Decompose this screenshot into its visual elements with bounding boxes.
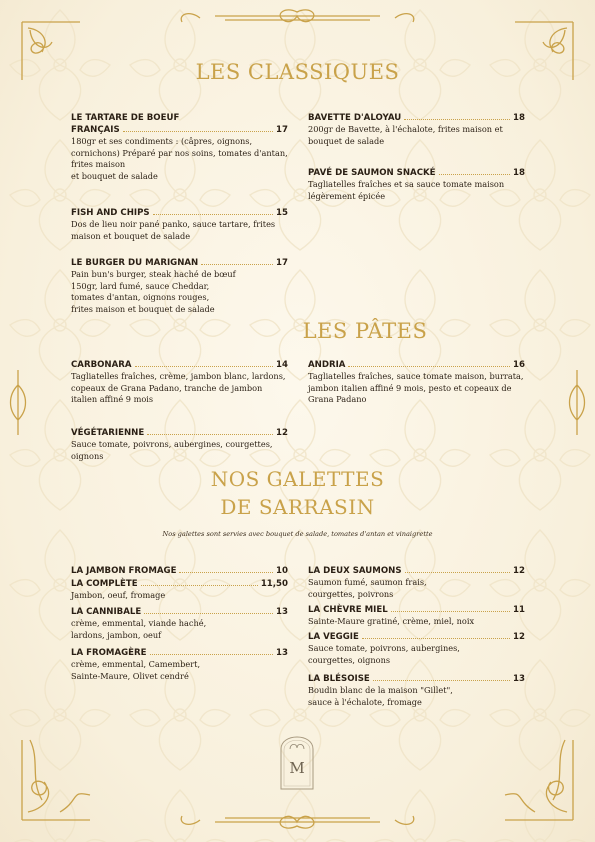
- menu-item-price: 18: [513, 113, 525, 123]
- menu-item-price: 17: [276, 258, 288, 268]
- menu-item: [71, 207, 288, 242]
- menu-item-price: 13: [513, 674, 525, 684]
- menu-item-description: crème, emmental, Camembert, Sainte-Maure, Olivet cendré: [71, 659, 201, 681]
- menu-item-name: VÉGÉTARIENNE: [71, 428, 145, 438]
- dot-leader: [362, 638, 510, 639]
- menu-item: [308, 359, 525, 406]
- menu-item-name: PAVÉ DE SAUMON SNACKÉ: [308, 168, 436, 178]
- menu-item: [71, 112, 288, 182]
- menu-item-price: 11: [513, 605, 525, 615]
- menu-item-description: Pain bun's burger, steak haché de bœuf 150gr, lard fumé, sauce Cheddar, tomates d'antan, oignons rouges, frites maison et bouquet de salade: [71, 269, 236, 314]
- menu-item-price: 12: [276, 428, 288, 438]
- galettes-note: Nos galettes sont servies avec bouquet de salade, tomates d'antan et vinaigrette: [162, 530, 433, 538]
- menu-item-price: 14: [276, 360, 288, 370]
- logo-letter: M: [289, 759, 305, 777]
- dot-leader: [373, 680, 510, 681]
- menu-item-name: BAVETTE D'ALOYAU: [308, 113, 402, 123]
- menu-item: [71, 578, 288, 602]
- menu-item-name: LA VEGGIE: [308, 632, 359, 642]
- dot-leader: [153, 214, 273, 215]
- menu-item-description: Tagliatelles fraîches, crème, jambon blanc, lardons, copeaux de Grana Padano, tranche de jambon italien affiné 9 mois: [71, 371, 286, 405]
- menu-item-description: Jambon, oeuf, fromage: [71, 590, 166, 600]
- dot-leader: [348, 366, 510, 367]
- menu-item-name: LE BURGER DU MARIGNAN: [71, 258, 199, 268]
- menu-item: [308, 673, 525, 708]
- menu-item: [308, 167, 525, 202]
- menu-item-name: CARBONARA: [71, 360, 132, 370]
- menu-item-name: LA DEUX SAUMONS: [308, 566, 402, 576]
- menu-item: [308, 565, 525, 600]
- menu-item-description: Dos de lieu noir pané panko, sauce tartare, frites maison et bouquet de salade: [71, 219, 276, 241]
- dot-leader: [179, 572, 273, 573]
- menu-item-description: crème, emmental, viande haché, lardons, jambon, oeuf: [71, 618, 207, 640]
- menu-item-price: 10: [276, 566, 288, 576]
- restaurant-logo: [277, 727, 317, 795]
- dot-leader: [405, 572, 511, 573]
- menu-item-description: 200gr de Bavette, à l'échalote, frites maison et bouquet de salade: [308, 124, 503, 146]
- menu-item-name: LE TARTARE DE BOEUF: [71, 113, 180, 123]
- dot-leader: [141, 585, 258, 586]
- menu-item-price: 17: [276, 125, 288, 135]
- dot-leader: [404, 119, 510, 120]
- menu-item-name: LA BLÉSOISE: [308, 674, 370, 684]
- menu-item: [71, 647, 288, 682]
- menu-item-name: LA JAMBON FROMAGE: [71, 566, 177, 576]
- menu-item-price: 12: [513, 632, 525, 642]
- menu-item-description: Sauce tomate, poivrons, aubergines, courgettes, oignons: [308, 643, 460, 665]
- menu-item-name: LA CANNIBALE: [71, 607, 142, 617]
- menu-item-price: 13: [276, 607, 288, 617]
- menu-item-name: LA FROMAGÈRE: [71, 648, 147, 658]
- section-title-galettes-line-2: DE SARRASIN: [220, 495, 375, 519]
- menu-item-name: FRANÇAIS: [71, 125, 120, 135]
- menu-item-name: FISH AND CHIPS: [71, 208, 150, 218]
- section-title-galettes-line-1: NOS GALETTES: [210, 467, 385, 491]
- dot-leader: [123, 131, 273, 132]
- dot-leader: [135, 366, 273, 367]
- menu-item-name: ANDRIA: [308, 360, 346, 370]
- section-title-pates: LES PÂTES: [302, 319, 428, 343]
- menu-item-description: Sauce tomate, poivrons, aubergines, courgettes, oignons: [71, 439, 273, 461]
- dot-leader: [439, 174, 510, 175]
- menu-item-price: 16: [513, 360, 525, 370]
- menu-item: [308, 631, 525, 666]
- section-title-classiques: LES CLASSIQUES: [195, 60, 400, 84]
- menu-item: [71, 359, 288, 406]
- dot-leader: [144, 613, 273, 614]
- menu-item: [308, 604, 525, 628]
- menu-item-price: 11,50: [260, 579, 288, 589]
- menu-item-name: LA CHÈVRE MIEL: [308, 605, 388, 615]
- menu-item-description: Tagliatelles fraîches et sa sauce tomate maison légèrement épicée: [308, 179, 505, 201]
- dot-leader: [391, 611, 510, 612]
- menu-item-description: Boudin blanc de la maison "Gillet", sauce à l'échalote, fromage: [308, 685, 453, 707]
- dot-leader: [147, 434, 273, 435]
- menu-item-description: Saumon fumé, saumon frais, courgettes, poivrons: [308, 577, 427, 599]
- menu-item: [308, 112, 525, 147]
- dot-leader: [150, 654, 274, 655]
- menu-item-description: Tagliatelles fraîches, sauce tomate maison, burrata, jambon italien affiné 9 mois, pesto et copeaux de Grana Padano: [308, 371, 524, 405]
- dot-leader: [201, 264, 273, 265]
- menu-item-price: 18: [513, 168, 525, 178]
- menu-item-description: 180gr et ses condiments : (câpres, oignons, cornichons) Préparé par nos soins, tomates d'antan, frites maison et bouquet de salade: [71, 136, 288, 181]
- menu-item: [71, 606, 288, 641]
- menu-item-name: LA COMPLÈTE: [71, 579, 138, 589]
- menu-item-description: Sainte-Maure gratiné, crème, miel, noix: [308, 616, 475, 626]
- menu-item-price: 13: [276, 648, 288, 658]
- menu-item-price: 12: [513, 566, 525, 576]
- menu-item: [71, 565, 288, 577]
- menu-item: [71, 257, 288, 315]
- menu-item-price: 15: [276, 208, 288, 218]
- menu-item: [71, 427, 288, 462]
